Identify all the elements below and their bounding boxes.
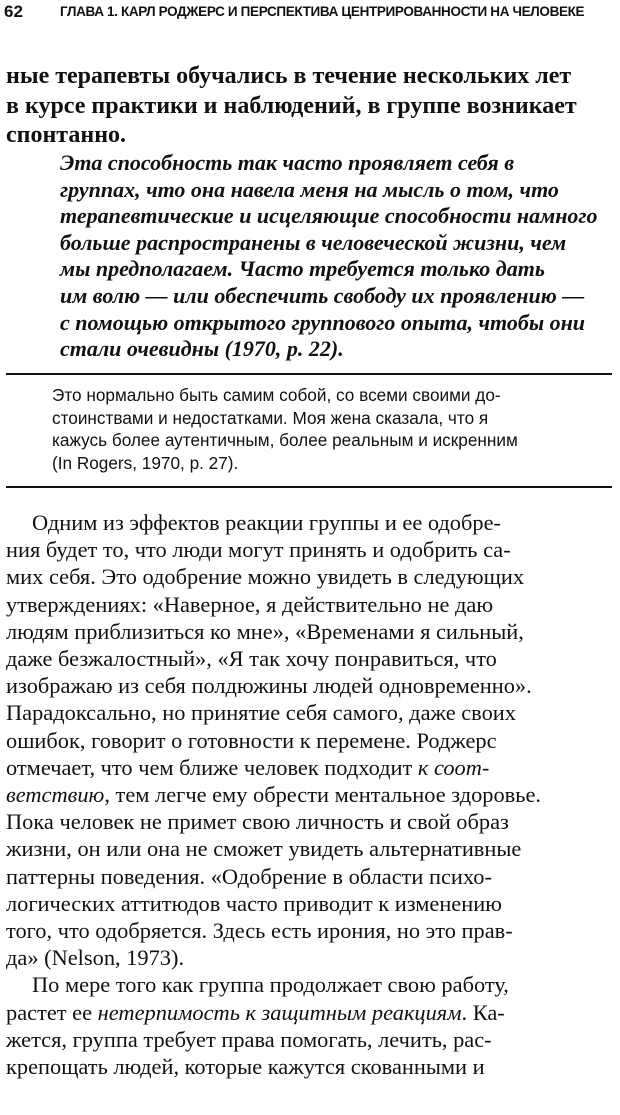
emphasis: нетерпимость к защитным реакциям	[97, 999, 462, 1025]
body-line: Одним из эффектов реакции группы и ее одобре-	[32, 510, 501, 535]
body-segment: . Ка-	[461, 999, 505, 1025]
body-line	[6, 999, 610, 1026]
top-rule	[6, 373, 612, 375]
bottom-rule	[6, 486, 612, 488]
body-line	[6, 754, 610, 781]
emphasis: к соот-	[417, 754, 490, 780]
quote-line: мы предполагаем. Часто требуется только дать	[60, 256, 545, 282]
emphasis: ветствию	[6, 782, 105, 808]
body-line: крепощать людей, которые кажутся скованными и	[6, 1054, 485, 1080]
running-header	[0, 0, 620, 24]
boxed-quote	[52, 384, 612, 474]
body-line: Пока человек не примет свою личность и свой образ	[6, 809, 509, 835]
box-line: (In Rogers, 1970, p. 27).	[52, 452, 239, 473]
text-line: спонтанно.	[6, 122, 127, 148]
body-line: да» (Nelson, 1973).	[6, 945, 185, 971]
body-line: паттерны поведения. «Одобрение в области психо-	[6, 863, 492, 889]
body-segment: отмечает, что чем ближе человек подходит	[6, 754, 418, 780]
text-line: ные терапевты обучались в течение нескольких лет	[6, 63, 572, 89]
body-text	[6, 509, 610, 1080]
body-line: жется, группа требует права помогать, лечить, рас-	[6, 1026, 492, 1052]
quote-line: с помощью открытого группового опыта, чтобы они	[60, 309, 586, 335]
body-line: даже безжалостный», «Я так хочу понравиться, что	[6, 646, 497, 672]
intro-paragraph	[6, 62, 610, 151]
box-line: Это нормально быть самим собой, со всеми своими до-	[52, 385, 501, 405]
body-line: людям приблизиться ко мне», «Временами я сильный,	[6, 618, 524, 644]
body-line: изображаю из себя полдюжины людей одновременно».	[6, 673, 532, 699]
body-line: логических аттитюдов часто приводит к изменению	[6, 890, 502, 916]
running-title: ГЛАВА 1. КАРЛ РОДЖЕРС И ПЕРСПЕКТИВА ЦЕНТРИРОВАННОСТИ НА ЧЕЛОВЕКЕ	[60, 4, 585, 19]
body-line: того, что одобряется. Здесь есть ирония, но это прав-	[6, 918, 513, 944]
box-line: кажусь более аутентичным, более реальным и искренним	[52, 430, 518, 450]
body-line: жизни, он или она не сможет увидеть альтернативные	[6, 836, 522, 862]
body-segment: растет ее	[6, 999, 98, 1025]
body-line: ошибок, говорит о готовности к перемене. Роджерс	[6, 727, 497, 753]
quote-line: им волю — или обеспечить свободу их проявлению —	[60, 282, 585, 308]
box-line: стоинствами и недостатками. Моя жена сказала, что я	[52, 407, 489, 428]
body-segment: , тем легче ему обрести ментальное здоровье.	[104, 782, 541, 808]
body-line: мих себя. Это одобрение можно увидеть в следующих	[6, 564, 525, 590]
quote-line: Эта способность так часто проявляет себя в	[60, 150, 515, 175]
quote-line: группах, что она навела меня на мысль о том, что	[60, 176, 559, 202]
body-line	[6, 781, 610, 808]
italic-quote	[60, 150, 616, 363]
body-line: Парадоксально, но принятие себя самого, даже своих	[6, 700, 516, 726]
quote-line: терапевтические и исцеляющие способности намного	[60, 203, 598, 229]
text-line: в курсе практики и наблюдений, в группе возникает	[6, 92, 577, 119]
page-number: 62	[4, 2, 23, 21]
quote-line: больше распространены в человеческой жизни, чем	[60, 229, 567, 255]
body-line: По мере того как группа продолжает свою работу,	[32, 972, 509, 998]
body-line: утверждениях: «Наверное, я действительно не даю	[6, 591, 494, 617]
quote-line: стали очевидны (1970, p. 22).	[60, 336, 344, 362]
body-line: ния будет то, что люди могут принять и одобрить са-	[6, 537, 511, 563]
